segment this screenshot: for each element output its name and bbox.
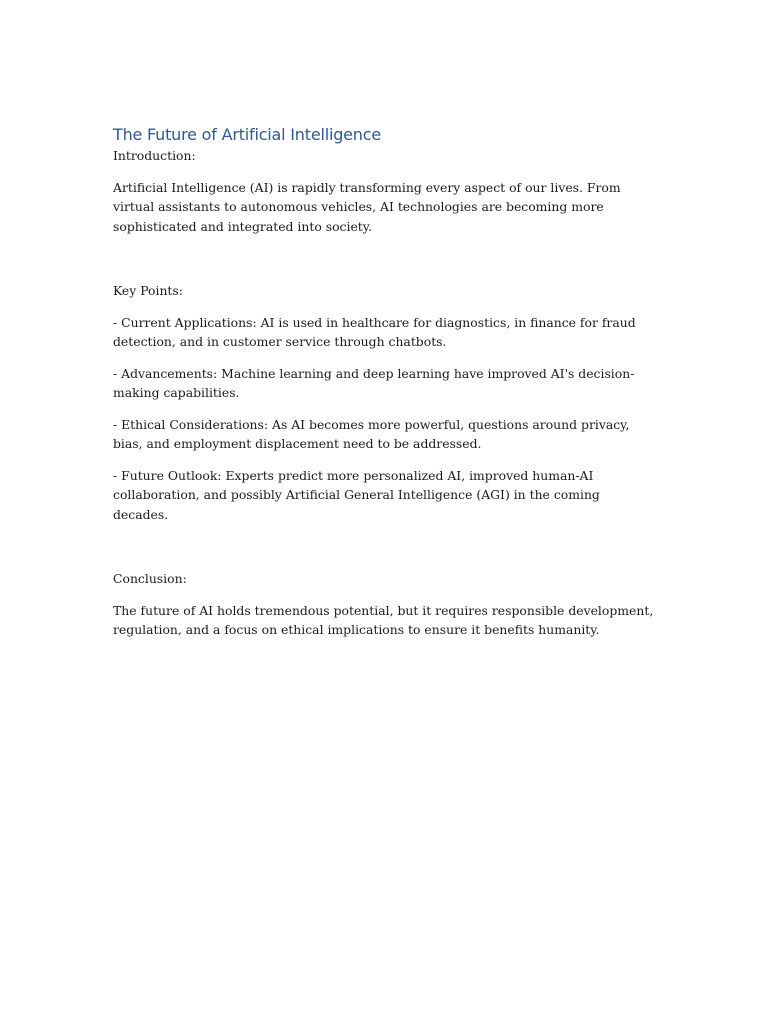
- key-point-future-outlook: - Future Outlook: Experts predict more personalized AI, improved human-AI collaboration, and possibly Artificial General Intelligence (AGI) in the coming decades.: [113, 467, 600, 522]
- key-points-label: Key Points:: [113, 283, 183, 298]
- key-point-advancements: - Advancements: Machine learning and deep learning have improved AI's decision-making capabilities.: [113, 365, 635, 400]
- conclusion-label: Conclusion:: [113, 571, 187, 586]
- document-title: The Future of Artificial Intelligence: [113, 125, 381, 144]
- key-point-current-applications: - Current Applications: AI is used in healthcare for diagnostics, in finance for fraud detection, and in customer service through chatbots.: [113, 314, 636, 349]
- introduction-label: Introduction:: [113, 148, 196, 163]
- document-page: [113, 124, 658, 640]
- introduction-paragraph: Artificial Intelligence (AI) is rapidly transforming every aspect of our lives. From virtual assistants to autonomous vehicles, AI technologies are becoming more sophisticated and integrated into society.: [113, 179, 621, 234]
- key-point-ethical-considerations: - Ethical Considerations: As AI becomes more powerful, questions around privacy, bias, and employment displacement need to be addressed.: [113, 416, 630, 451]
- conclusion-paragraph: The future of AI holds tremendous potential, but it requires responsible development, regulation, and a focus on ethical implications to ensure it benefits humanity.: [113, 602, 654, 637]
